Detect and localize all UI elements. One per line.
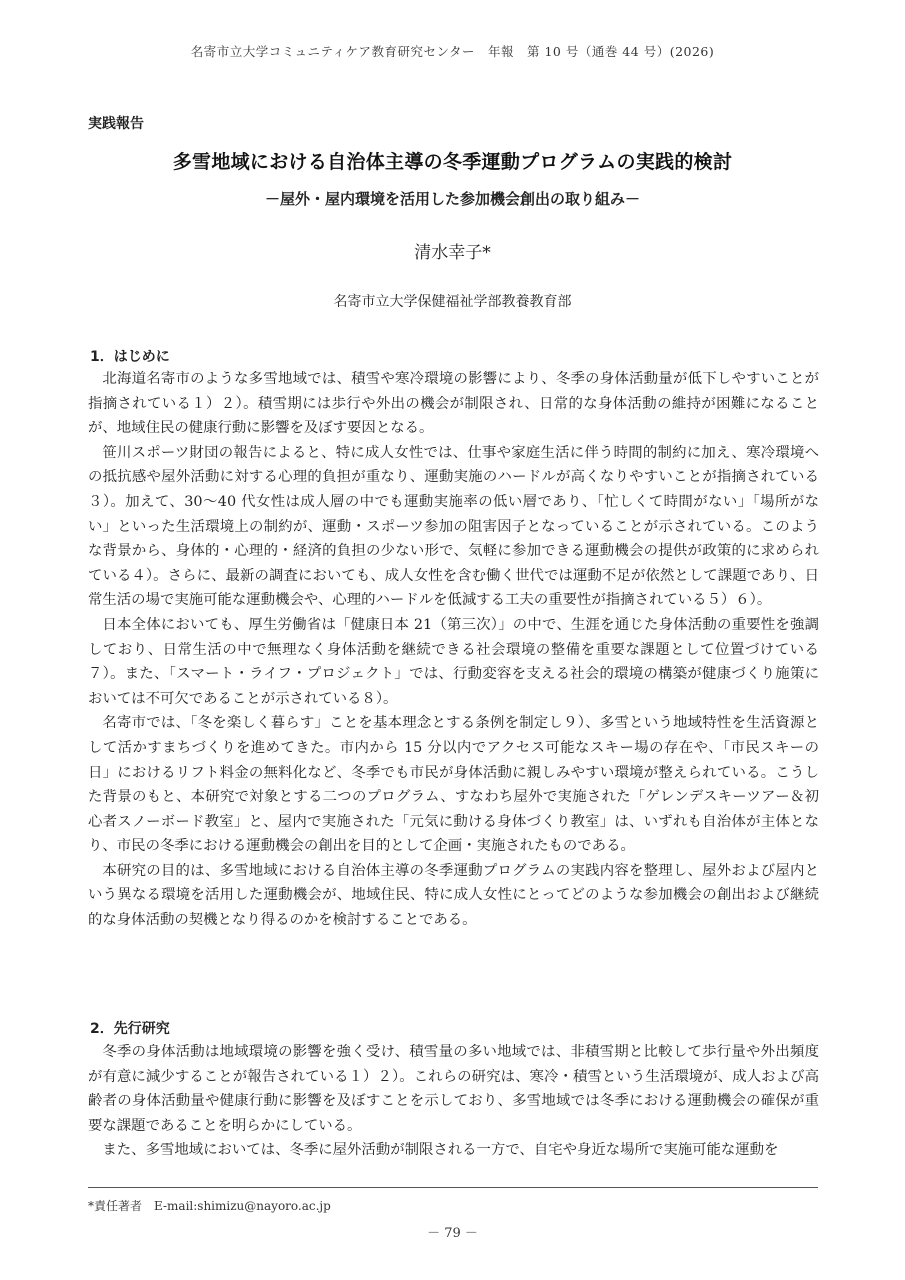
article-title: 多雪地域における自治体主導の冬季運動プログラムの実践的検討 — [172, 151, 733, 173]
article-category: 実践報告 — [88, 116, 144, 132]
paragraph: 日本全体においても、厚生労働省は「健康日本 21（第三次）」の中で、生涯を通じた身体活動の重要性を強調しており、日常生活の中で無理なく身体活動を継続できる社会環境の整備を重要な課題として位置づけている７）。また、「スマート・ライフ・プロジェクト」では、行動変容を支える社会的環境の構築が健康づくり施策においては不可欠であることが示されている８）。 — [88, 616, 819, 707]
author-affiliation: 名寄市立大学保健福祉学部教養教育部 — [333, 294, 572, 310]
section-body-introduction — [88, 367, 819, 933]
paragraph: また、多雪地域においては、冬季に屋外活動が制限される一方で、自宅や身近な場所で実施可能な運動を — [102, 1142, 779, 1159]
page-number: － 79 － — [427, 1226, 478, 1241]
section-heading-prior-research: 2．先行研究 — [90, 1021, 170, 1037]
author-name: 清水幸子* — [414, 243, 491, 263]
footnote-divider — [88, 1187, 818, 1188]
section-body-prior-research — [88, 1040, 819, 1163]
journal-header: 名寄市立大学コミュニティケア教育研究センター 年報 第 10 号（通巻 44 号）(2026) — [190, 44, 715, 59]
corresponding-author-footnote: *責任著者 E-mail:shimizu@nayoro.ac.jp — [88, 1199, 331, 1213]
paragraph: 名寄市では、「冬を楽しく暮らす」ことを基本理念とする条例を制定し９）、多雪という地域特性を生活資源として活かすまちづくりを進めてきた。市内から 15 分以内でアクセス可能なスキー場の存在や、「市民スキーの日」におけるリフト料金の無料化など、冬季でも市民が身体活動に親しみやすい環境が整えられている。こうした背景のもと、本研究で対象とする二つのプログラム、すなわち屋外で実施された「ゲレンデスキーツアー＆初心者スノーボード教室」と、屋内で実施された「元気に動ける身体づくり教室」は、いずれも自治体が主体となり、市民の冬季における運動機会の創出を目的として企画・実施されたものである。 — [88, 715, 819, 855]
article-subtitle: －屋外・屋内環境を活用した参加機会創出の取り組み－ — [264, 190, 640, 208]
section-heading-introduction: 1．はじめに — [90, 349, 170, 365]
paragraph: 北海道名寄市のような多雪地域では、積雪や寒冷環境の影響により、冬季の身体活動量が低下しやすいことが指摘されている１）２）。積雪期には歩行や外出の機会が制限され、日常的な身体活動の維持が困難になることが、地域住民の健康行動に影響を及ぼす要因となる。 — [88, 371, 819, 437]
paragraph: 笹川スポーツ財団の報告によると、特に成人女性では、仕事や家庭生活に伴う時間的制約に加え、寒冷環境への抵抗感や屋外活動に対する心理的負担が重なり、運動実施のハードルが高くなりやすいことが指摘されている３）。加えて、30～40 代女性は成人層の中でも運動実施率の低い層であり、「忙しくて時間がない」「場所がない」といった生活環境上の制約が、運動・スポーツ参加の阻害因子となっていることが示されている。このような背景から、身体的・心理的・経済的負担の少ない形で、気軽に参加できる運動機会の提供が政策的に求められている４）。さらに、最新の調査においても、成人女性を含む働く世代では運動不足が依然として課題であり、日常生活の場で実施可能な運動機会や、心理的ハードルを低減する工夫の重要性が指摘されている５）６）。 — [88, 444, 819, 609]
paragraph: 冬季の身体活動は地域環境の影響を強く受け、積雪量の多い地域では、非積雪期と比較して歩行量や外出頻度が有意に減少することが報告されている１）２）。これらの研究は、寒冷・積雪という生活環境が、成人および高齢者の身体活動量や健康行動に影響を及ぼすことを示しており、多雪地域では冬季における運動機会の確保が重要な課題であることを明らかにしている。 — [88, 1044, 819, 1134]
paragraph: 本研究の目的は、多雪地域における自治体主導の冬季運動プログラムの実践内容を整理し、屋外および屋内という異なる環境を活用した運動機会が、地域住民、特に成人女性にとってどのような参加機会の創出および継続的な身体活動の契機となり得るのかを検討することである。 — [88, 862, 819, 929]
